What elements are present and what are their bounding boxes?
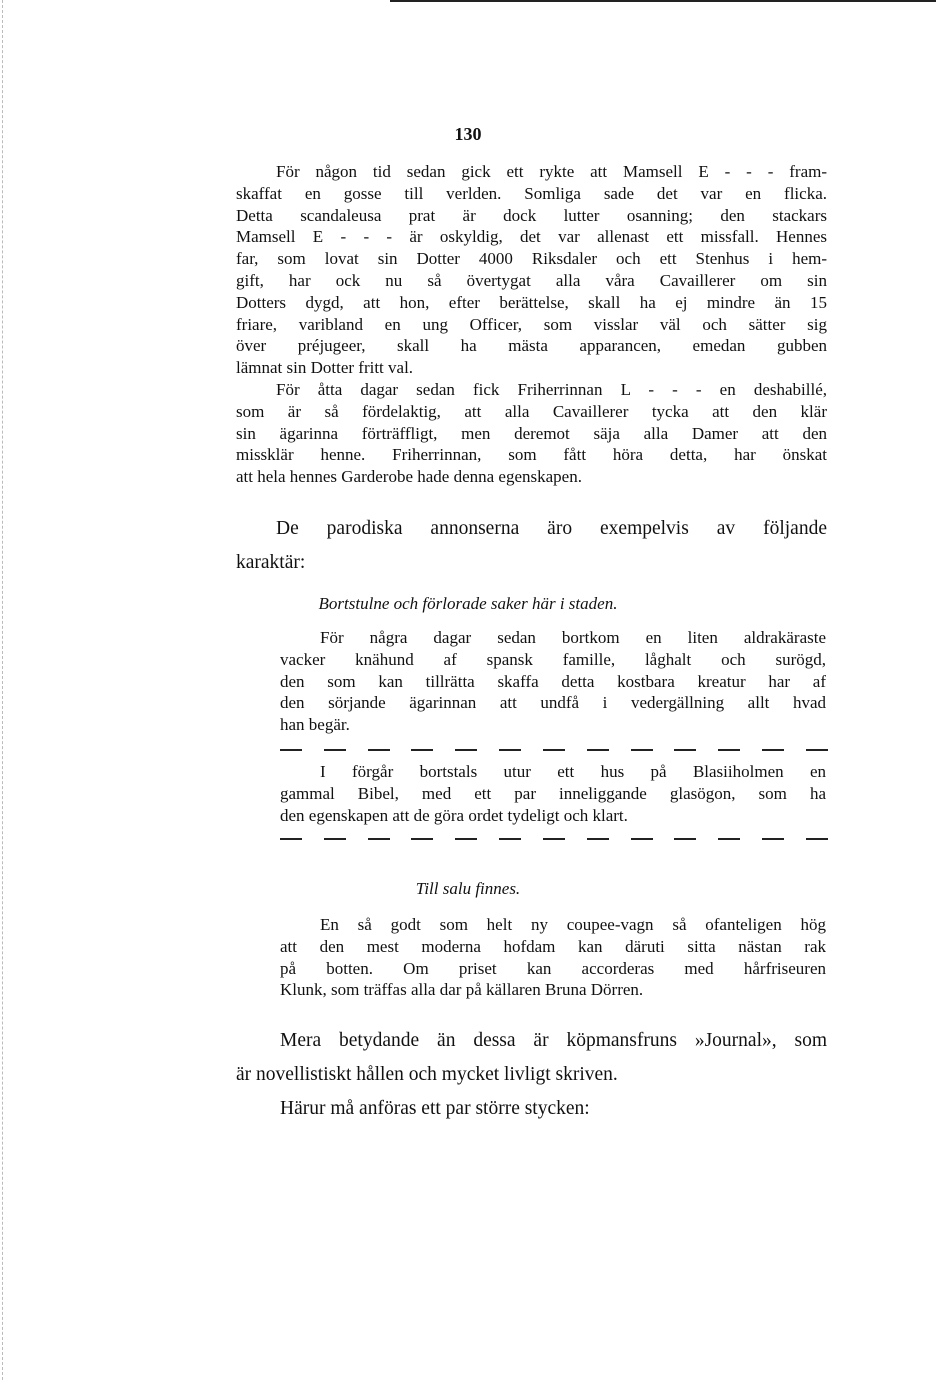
left-scan-edge xyxy=(2,0,3,1380)
text-line: är novellistiskt hållen och mycket livligt skriven. xyxy=(236,1064,618,1085)
text-line: den sörjande ägarinnan att undfå i vedergällning allt hvad xyxy=(280,693,826,713)
sale-ad-paragraph xyxy=(280,914,826,1001)
text-line: Klunk, som träffas alla dar på källaren Bruna Dörren. xyxy=(280,980,644,1000)
text-line: den som kan tillrätta skaffa detta kostbara kreatur har af xyxy=(280,671,826,691)
text-line: I förgår bortstals utur ett hus på Blasiiholmen en xyxy=(320,762,826,781)
text-line: friare, varibland en ung Officer, som visslar väl och sätter sig xyxy=(236,314,827,334)
text-line: För någon tid sedan gick ett rykte att Mamsell E - - - fram- xyxy=(276,162,827,181)
text-line: För åtta dagar sedan fick Friherrinnan L - - - en deshabillé, xyxy=(276,379,827,399)
text-line: Dotters dygd, att hon, efter berättelse, skall ha ej mindre än 15 xyxy=(236,292,827,312)
text-line: över préjugeer, skall ha mästa apparancen, emedan gubben xyxy=(236,336,827,356)
text-line: För några dagar sedan bortkom en liten aldrakäraste xyxy=(320,628,826,647)
text-line: vacker knähund af spansk famille, låghalt och surögd, xyxy=(280,649,826,669)
text-line: på botten. Om priset kan accorderas med hårfriseuren xyxy=(280,958,826,978)
text-line: som är så fördelaktig, att alla Cavaillerer tycka att den klär xyxy=(236,401,827,421)
text-line: Detta scandaleusa prat är dock lutter osanning; den stackars xyxy=(236,205,827,225)
closing-paragraphs xyxy=(236,1024,827,1126)
text-line: karaktär: xyxy=(236,552,306,573)
text-line: De parodiska annonserna äro exempelvis av följande xyxy=(276,518,827,539)
text-line: att hela hennes Garderobe hade denna egenskapen. xyxy=(236,467,582,487)
text-line: far, som lovat sin Dotter 4000 Riksdaler och ett Stenhus i hem- xyxy=(236,249,827,269)
text-line: Mera betydande än dessa är köpmansfruns »Journal», som xyxy=(280,1030,827,1051)
text-line: lämnat sin Dotter fritt val. xyxy=(236,358,414,378)
section-heading-lost: Bortstulne och förlorade saker här i staden. xyxy=(318,594,618,613)
text-line: Mamsell E - - - är oskyldig, det var allenast ett missfall. Hennes xyxy=(236,227,827,247)
text-line: att den mest moderna hofdam kan däruti sitta nästan rak xyxy=(280,936,826,956)
top-edge-rule xyxy=(390,0,936,2)
text-line: gammal Bibel, med ett par inneliggande glasögon, som ha xyxy=(280,783,826,803)
news-paragraphs xyxy=(236,161,827,488)
text-line: En så godt som helt ny coupee-vagn så ofanteligen hög xyxy=(320,915,826,934)
intro-paragraph xyxy=(236,512,827,580)
text-line: sin ägarinna förträffligt, men deremot säja alla Damer att den xyxy=(236,423,827,443)
page-number: 130 xyxy=(454,124,482,144)
text-line: den egenskapen att de göra ordet tydeligt och klart. xyxy=(280,805,628,825)
section-heading-sale: Till salu finnes. xyxy=(415,879,521,898)
lost-ad-paragraph xyxy=(280,627,826,736)
text-line: missklär henne. Friherrinnan, som fått höra detta, har önskat xyxy=(236,445,827,465)
text-line: gift, har ock nu så övertygat alla våra Cavaillerer om sin xyxy=(236,270,827,290)
dash-separator xyxy=(280,838,828,840)
lost-ad-paragraph-2 xyxy=(280,761,826,826)
text-line: skaffat en gosse till verlden. Somliga sade det var en flicka. xyxy=(236,183,827,203)
text-line: Härur må anföras ett par större stycken: xyxy=(280,1098,590,1119)
text-line: han begär. xyxy=(280,715,350,735)
dash-separator xyxy=(280,749,828,751)
